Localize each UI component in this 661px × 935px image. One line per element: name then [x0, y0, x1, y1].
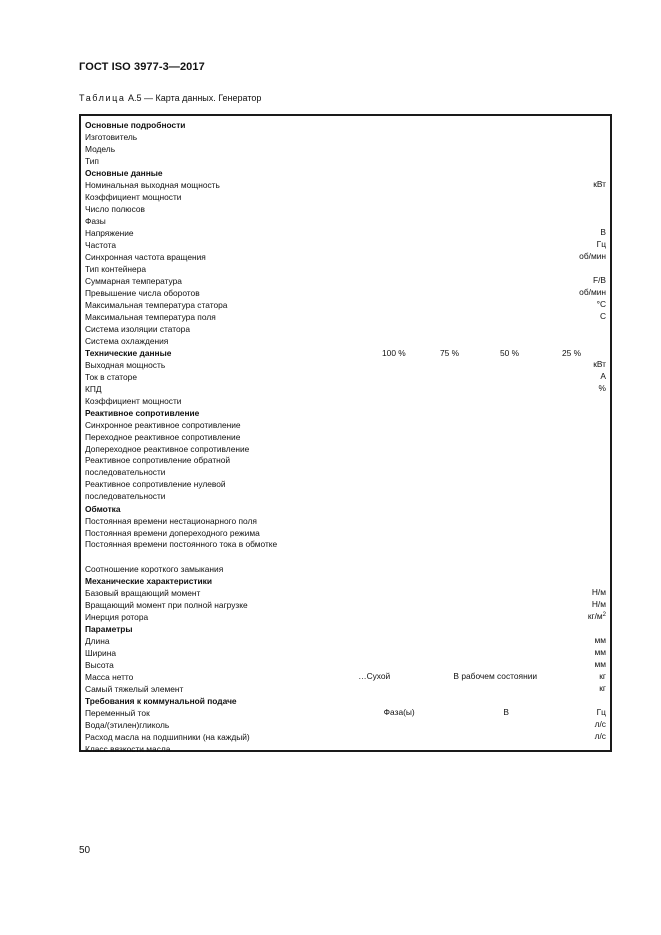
- table-row: [85, 251, 606, 263]
- dot-leader: [297, 323, 606, 334]
- table-row: [85, 287, 606, 299]
- value-field[interactable]: [297, 707, 606, 718]
- row-label: Превышение числа оборотов: [85, 288, 200, 298]
- unit-text: мм: [594, 659, 606, 669]
- table-row: [85, 431, 606, 443]
- value-field[interactable]: [297, 143, 606, 154]
- unit-text: Н/м: [591, 599, 606, 609]
- row-label: Число полюсов: [85, 204, 145, 214]
- row-label: Допереходное реактивное сопротивление: [85, 444, 250, 454]
- section-heading: [85, 119, 606, 131]
- value-field[interactable]: [297, 179, 606, 190]
- row-label: Реактивное сопротивление обратной последовательности: [85, 455, 231, 477]
- value-field[interactable]: [297, 299, 606, 310]
- value-field[interactable]: [297, 203, 606, 214]
- unit-text: А: [600, 371, 606, 381]
- row-label: Система изоляции статора: [85, 324, 190, 334]
- unit-text: Гц: [596, 707, 606, 717]
- table-row: [85, 359, 606, 371]
- value-field[interactable]: [297, 443, 606, 454]
- dot-leader: [297, 635, 593, 646]
- row-label: Расход масла на подшипники (на каждый): [85, 732, 250, 742]
- table-row: [85, 143, 606, 155]
- value-field[interactable]: [297, 731, 606, 742]
- section-heading: [85, 575, 606, 587]
- value-unit: [599, 371, 606, 382]
- table-row: [85, 299, 606, 311]
- dot-leader: [297, 515, 606, 526]
- table-row: [85, 203, 606, 215]
- dot-leader: [297, 731, 594, 742]
- dot-leader: [297, 275, 592, 286]
- table-row: [85, 335, 606, 347]
- table-row: [85, 239, 606, 251]
- value-unit: [592, 275, 606, 286]
- table-row: [85, 191, 606, 203]
- row-label: Вода/(этилен)гликоль: [85, 720, 170, 730]
- row-label: Высота: [85, 660, 114, 670]
- value-unit: [592, 179, 606, 190]
- dot-leader: [297, 419, 606, 430]
- value-field[interactable]: [297, 431, 606, 442]
- row-label: Максимальная температура статора: [85, 300, 228, 310]
- row-label: Изготовитель: [85, 132, 138, 142]
- value-unit: [594, 731, 606, 742]
- dot-leader: [297, 239, 596, 250]
- value-field[interactable]: [297, 515, 606, 526]
- value-unit: [578, 287, 606, 298]
- value-field[interactable]: [297, 551, 606, 562]
- value-field[interactable]: [297, 527, 606, 538]
- table-row: [85, 479, 606, 503]
- unit-text: л/с: [594, 719, 606, 729]
- dot-leader: [297, 719, 594, 730]
- table-row: [85, 215, 606, 227]
- value-field[interactable]: [297, 371, 606, 382]
- page-number: 50: [79, 845, 91, 856]
- dot-leader: [297, 191, 606, 202]
- value-field[interactable]: [297, 263, 606, 274]
- row-label: Система охлаждения: [85, 336, 169, 346]
- dot-leader: [417, 707, 502, 718]
- dot-leader: [297, 707, 382, 718]
- row-label: Базовый вращающий момент: [85, 588, 201, 598]
- unit-text: кВт: [593, 179, 606, 189]
- dot-leader: [297, 215, 606, 226]
- value-unit: [593, 635, 606, 646]
- dot-leader: [297, 431, 606, 442]
- unit-text: кг: [599, 683, 606, 693]
- dot-leader: [297, 563, 606, 574]
- dot-leader: [297, 599, 591, 610]
- row-label: Реактивное сопротивление нулевой последовательности: [85, 479, 226, 501]
- value-field[interactable]: [297, 131, 606, 142]
- dot-leader: [297, 299, 596, 310]
- table-row: [85, 563, 606, 575]
- table-row: [85, 155, 606, 167]
- row-label: Самый тяжелый элемент: [85, 684, 184, 694]
- row-label: Фазы: [85, 216, 106, 226]
- value-unit: [599, 227, 606, 238]
- value-field[interactable]: [297, 467, 606, 478]
- dot-leader: [297, 155, 606, 166]
- table-row: [85, 383, 606, 395]
- table-row: [85, 599, 606, 611]
- dot-leader: [297, 251, 578, 262]
- section-title: Основные подробности: [85, 120, 186, 130]
- value-field[interactable]: [297, 491, 606, 502]
- dot-leader: [297, 311, 599, 322]
- dot-leader: [297, 371, 599, 382]
- row-label: Класс вязкости масла: [85, 744, 171, 754]
- value-unit: [596, 707, 606, 718]
- section-heading: [85, 623, 606, 635]
- value-field[interactable]: [297, 251, 606, 262]
- dot-leader: [297, 527, 606, 538]
- value-sublabel: В: [503, 707, 509, 717]
- dot-leader: [297, 287, 578, 298]
- value-field[interactable]: [297, 563, 606, 574]
- row-label: Переменный ток: [85, 708, 150, 718]
- dot-leader: [297, 335, 606, 346]
- table-row: [85, 635, 606, 647]
- row-label: Тип контейнера: [85, 264, 147, 274]
- table-caption: [79, 93, 261, 103]
- dot-leader: [297, 227, 599, 238]
- value-field[interactable]: [297, 743, 606, 754]
- row-label: Суммарная температура: [85, 276, 182, 286]
- row-label: Коэффициент мощности: [85, 396, 182, 406]
- dot-leader: [297, 143, 606, 154]
- table-row: [85, 539, 606, 563]
- dot-leader: [297, 179, 592, 190]
- section-heading: [85, 347, 606, 359]
- dot-leader: [297, 659, 593, 670]
- load-column-label: 100 %: [382, 348, 406, 358]
- dot-leader: [297, 443, 606, 454]
- load-column-label: 50 %: [500, 348, 520, 358]
- section-title: Реактивное сопротивление: [85, 408, 200, 418]
- value-field[interactable]: [297, 611, 606, 622]
- value-field[interactable]: [297, 227, 606, 238]
- row-label: Коэффициент мощности: [85, 192, 182, 202]
- table-row: [85, 719, 606, 731]
- value-unit: [593, 659, 606, 670]
- unit-text: кВт: [593, 359, 606, 369]
- row-label: Вращающий момент при полной нагрузке: [85, 600, 248, 610]
- unit-text: Гц: [596, 239, 606, 249]
- value-sublabel: В рабочем состоянии: [453, 671, 538, 681]
- value-field[interactable]: [297, 587, 606, 598]
- value-field[interactable]: [297, 719, 606, 730]
- table-row: [85, 647, 606, 659]
- value-unit: [578, 251, 606, 262]
- table-row: [85, 443, 606, 455]
- unit-text: %: [598, 383, 606, 393]
- value-field[interactable]: [297, 155, 606, 166]
- dot-leader: [297, 395, 606, 406]
- section-heading: [85, 695, 606, 707]
- table-row: [85, 587, 606, 599]
- load-column-label: 25 %: [562, 348, 582, 358]
- dot-leader: [297, 743, 606, 754]
- dot-leader: [297, 683, 598, 694]
- value-field[interactable]: [297, 647, 606, 658]
- row-label: Синхронное реактивное сопротивление: [85, 420, 241, 430]
- unit-text: Н/м: [591, 587, 606, 597]
- row-label: Синхронная частота вращения: [85, 252, 206, 262]
- section-heading: [85, 503, 606, 515]
- dot-leader: [297, 203, 606, 214]
- value-unit: [598, 383, 606, 394]
- dot-leader: [511, 707, 596, 718]
- row-label: Напряжение: [85, 228, 134, 238]
- table-rows: [85, 119, 606, 755]
- row-label: Выходная мощность: [85, 360, 166, 370]
- unit-text: об/мин: [579, 287, 606, 297]
- section-title: Параметры: [85, 624, 133, 634]
- row-label: Частота: [85, 240, 117, 250]
- table-row: [85, 419, 606, 431]
- dot-leader: [297, 587, 591, 598]
- dot-leader: [539, 671, 598, 682]
- value-unit: [596, 299, 606, 310]
- section-title: Механические характеристики: [85, 576, 212, 586]
- table-row: [85, 455, 606, 479]
- row-label: Модель: [85, 144, 116, 154]
- unit-text: В: [600, 227, 606, 237]
- value-field[interactable]: [297, 395, 606, 406]
- row-label: Длина: [85, 636, 110, 646]
- table-row: [85, 179, 606, 191]
- value-sublabel: Фаза(ы): [383, 707, 415, 717]
- dot-leader: [297, 131, 606, 142]
- unit-text: F/B: [592, 275, 606, 285]
- value-field[interactable]: [297, 323, 606, 334]
- unit-text: мм: [594, 647, 606, 657]
- row-label: Номинальная выходная мощность: [85, 180, 220, 190]
- row-label: Постоянная времени постоянного тока в обмотке: [85, 539, 278, 549]
- caption-text: А.5 — Карта данных. Генератор: [128, 93, 262, 103]
- section-heading: [85, 407, 606, 419]
- value-field[interactable]: [297, 659, 606, 670]
- section-title: Основные данные: [85, 168, 163, 178]
- unit-text: кг/м: [587, 611, 603, 621]
- dot-leader: [297, 467, 606, 478]
- value-field[interactable]: [297, 359, 606, 370]
- table-row: [85, 227, 606, 239]
- unit-superscript: 2: [602, 612, 606, 618]
- value-unit: [592, 359, 606, 370]
- value-unit: [587, 611, 606, 622]
- value-field[interactable]: [297, 215, 606, 226]
- table-row: [85, 671, 606, 683]
- table-row: [85, 311, 606, 323]
- section-title: Требования к коммунальной подаче: [85, 696, 237, 706]
- section-heading: [85, 167, 606, 179]
- table-row: [85, 683, 606, 695]
- section-title: Технические данные: [85, 348, 172, 358]
- table-row: [85, 659, 606, 671]
- unit-text: °С: [596, 299, 606, 309]
- row-label: Постоянная времени нестационарного поля: [85, 516, 257, 526]
- value-unit: [598, 671, 606, 682]
- value-unit: [591, 599, 606, 610]
- row-label: Масса нетто: [85, 672, 134, 682]
- value-field[interactable]: [297, 275, 606, 286]
- value-field[interactable]: [297, 383, 606, 394]
- row-label: Соотношение короткого замыкания: [85, 564, 224, 574]
- table-row: [85, 611, 606, 623]
- value-unit: [598, 683, 606, 694]
- value-field[interactable]: [297, 239, 606, 250]
- dot-leader: [297, 263, 606, 274]
- table-row: [85, 731, 606, 743]
- table-row: [85, 263, 606, 275]
- table-row: [85, 395, 606, 407]
- table-row: [85, 275, 606, 287]
- row-label: Переходное реактивное сопротивление: [85, 432, 241, 442]
- dot-leader: [297, 551, 606, 562]
- value-unit: [591, 587, 606, 598]
- row-label: Постоянная времени допереходного режима: [85, 528, 260, 538]
- value-unit: [599, 311, 606, 322]
- dot-leader: [297, 611, 587, 622]
- unit-text: л/с: [594, 731, 606, 741]
- value-field[interactable]: [297, 287, 606, 298]
- value-field[interactable]: [297, 311, 606, 322]
- row-label: Тип: [85, 156, 99, 166]
- unit-text: кг: [599, 671, 606, 681]
- standard-header: ГОСТ ISO 3977-3—2017: [79, 61, 205, 73]
- value-field[interactable]: [297, 671, 606, 682]
- unit-text: об/мин: [579, 251, 606, 261]
- table-row: [85, 527, 606, 539]
- load-column-label: 75 %: [440, 348, 460, 358]
- table-row: [85, 743, 606, 755]
- dot-leader: [297, 383, 598, 394]
- dot-leader: [297, 647, 593, 658]
- value-field[interactable]: [297, 419, 606, 430]
- table-row: [85, 323, 606, 335]
- value-unit: [596, 239, 606, 250]
- caption-prefix: Таблица: [79, 93, 126, 103]
- unit-text: мм: [594, 635, 606, 645]
- value-sublabel: …Сухой: [358, 671, 391, 681]
- row-label: Ширина: [85, 648, 116, 658]
- section-title: Обмотка: [85, 504, 121, 514]
- value-field[interactable]: [297, 683, 606, 694]
- data-sheet-table: [79, 114, 612, 752]
- table-row: [85, 515, 606, 527]
- table-row: [85, 131, 606, 143]
- row-label: Инерция ротора: [85, 612, 149, 622]
- value-field[interactable]: [297, 335, 606, 346]
- value-field[interactable]: [297, 191, 606, 202]
- unit-text: С: [599, 311, 606, 321]
- dot-leader: [297, 671, 356, 682]
- row-label: Ток в статоре: [85, 372, 138, 382]
- value-field[interactable]: [297, 635, 606, 646]
- dot-leader: [297, 491, 606, 502]
- table-row: [85, 707, 606, 719]
- row-label: Максимальная температура поля: [85, 312, 216, 322]
- dot-leader: [392, 671, 451, 682]
- dot-leader: [297, 359, 592, 370]
- table-row: [85, 371, 606, 383]
- row-label: КПД: [85, 384, 102, 394]
- value-unit: [594, 719, 606, 730]
- value-unit: [593, 647, 606, 658]
- value-field[interactable]: [297, 599, 606, 610]
